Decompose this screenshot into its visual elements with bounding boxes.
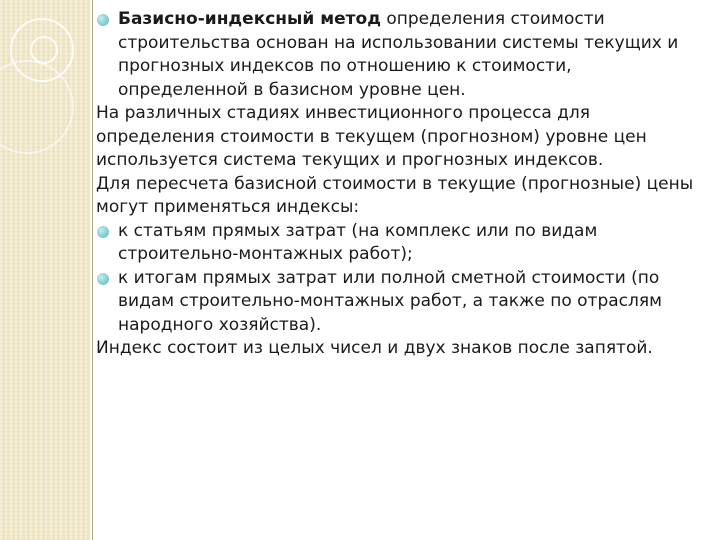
- bullet-text: к статьям прямых затрат (на комплекс или по видам строительно-монтажных работ);: [118, 220, 598, 264]
- teal-circle-bullet-icon: [97, 226, 109, 238]
- teal-circle-bullet-icon: [97, 14, 109, 26]
- bullet-item: [96, 8, 706, 102]
- decorative-side-panel: [0, 0, 90, 540]
- paragraph: Индекс состоит из целых чисел и двух знаков после запятой.: [96, 338, 653, 358]
- panel-divider: [92, 0, 93, 540]
- bullet-item: [96, 220, 706, 267]
- bullet-text: определения стоимости строительства основан на использовании системы текущих и прогнозных индексов по отношению к стоимости, определенной в базисном уровне цен.: [118, 9, 679, 100]
- paragraph: Для пересчета базисной стоимости в текущие (прогнозные) цены могут применяться индексы:: [96, 173, 694, 217]
- slide-content: [96, 8, 706, 361]
- bullet-text: к итогам прямых затрат или полной сметной стоимости (по видам строительно-монтажных работ, а также по отраслям народного хозяйства).: [118, 267, 662, 335]
- paragraph: На различных стадиях инвестиционного процесса для определения стоимости в текущем (прогнозном) уровне цен используется система текущих и прогнозных индексов.: [96, 103, 647, 170]
- bullet-item: [96, 267, 706, 338]
- term-bold: Базисно-индексный метод: [118, 9, 381, 29]
- teal-circle-bullet-icon: [97, 273, 109, 285]
